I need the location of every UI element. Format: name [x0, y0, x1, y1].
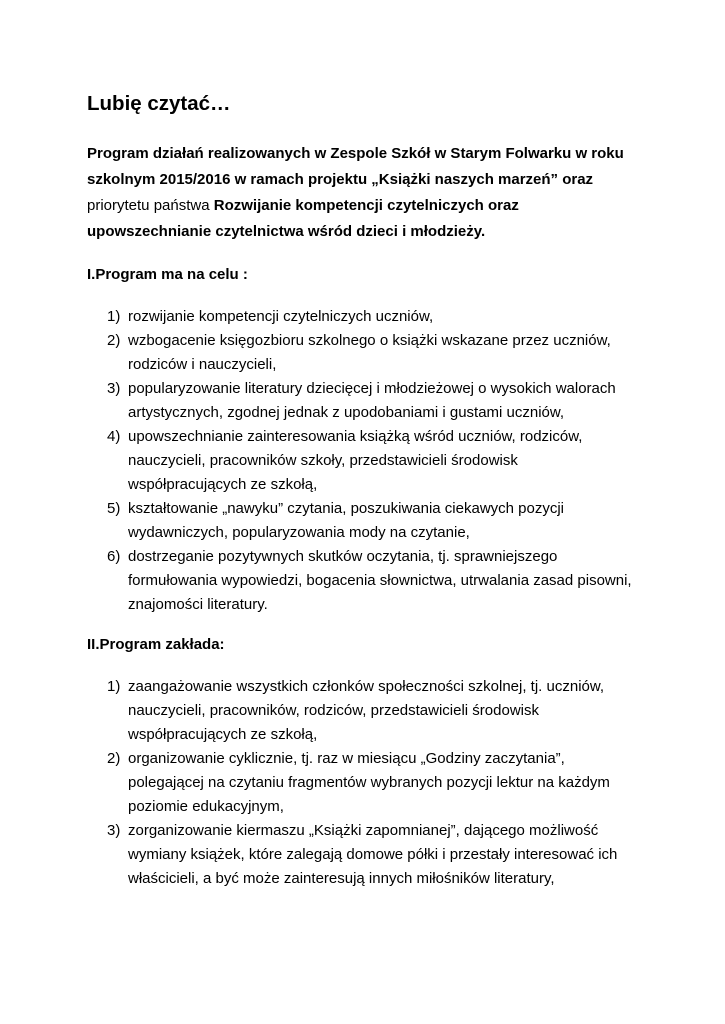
section2-heading: II.Program zakłada:: [87, 636, 225, 653]
list-item-text: dostrzeganie pozytywnych skutków oczytania, tj. sprawniejszego formułowania wypowiedzi, bogacenia słownictwa, utrwalania zasad pisowni, znajomości literatury.: [128, 548, 632, 613]
list-item-text: organizowanie cyklicznie, tj. raz w miesiącu „Godziny zaczytania”, polegającej na czytaniu fragmentów wybranych pozycji lektur na każdym poziomie edukacyjnym,: [128, 750, 610, 815]
list-item-number: 1): [107, 678, 121, 695]
list-item: [87, 747, 637, 819]
list-item: [87, 329, 637, 377]
list-item-number: 3): [107, 380, 121, 397]
list-item-number: 5): [107, 500, 121, 517]
list-item-text: rozwijanie kompetencji czytelniczych uczniów,: [128, 308, 434, 325]
section1-heading: I.Program ma na celu :: [87, 266, 248, 283]
list-item: [87, 425, 637, 497]
list-item-number: 4): [107, 428, 121, 445]
intro-regular-part: priorytetu państwa: [87, 197, 210, 214]
intro-bold-part2: Rozwijanie kompetencji czytelniczych oraz upowszechnianie czytelnictwa wśród dzieci i młodzieży.: [87, 197, 519, 240]
intro-paragraph: [87, 141, 637, 245]
list-item-text: wzbogacenie księgozbioru szkolnego o książki wskazane przez uczniów, rodziców i nauczycieli,: [128, 332, 611, 373]
list-item: [87, 497, 637, 545]
list-item-text: zorganizowanie kiermaszu „Książki zapomnianej”, dającego możliwość wymiany książek, które zalegają domowe półki i przestały interesować ich właścicieli, a być może zainteresują innych miłośników literatury,: [128, 822, 618, 887]
intro-bold-part1: Program działań realizowanych w Zespole Szkół w Starym Folwarku w roku szkolnym 2015/2016 w ramach projektu „Książki naszych marzeń” oraz: [87, 145, 624, 188]
list-item-number: 1): [107, 308, 121, 325]
list-item-text: zaangażowanie wszystkich członków społeczności szkolnej, tj. uczniów, nauczycieli, pracowników, rodziców, przedstawicieli środowisk współpracujących ze szkołą,: [128, 678, 605, 743]
list-item-number: 3): [107, 822, 121, 839]
list-item-text: popularyzowanie literatury dziecięcej i młodzieżowej o wysokich walorach artystycznych, zgodnej jednak z upodobaniami i gustami uczniów,: [128, 380, 616, 421]
list-item: [87, 377, 637, 425]
list-item: [87, 675, 637, 747]
section2-list: [87, 675, 637, 891]
list-item-text: kształtowanie „nawyku” czytania, poszukiwania ciekawych pozycji wydawniczych, popularyzowania mody na czytanie,: [128, 500, 565, 541]
list-item: [87, 305, 637, 329]
list-item-text: upowszechnianie zainteresowania książką wśród uczniów, rodziców, nauczycieli, pracowników szkoły, przedstawicieli środowisk współpracujących ze szkołą,: [128, 428, 583, 493]
list-item-number: 2): [107, 750, 121, 767]
document-title: Lubię czytać…: [87, 92, 231, 115]
list-item: [87, 819, 637, 891]
section1-list: [87, 305, 637, 617]
list-item: [87, 545, 637, 617]
list-item-number: 2): [107, 332, 121, 349]
list-item-number: 6): [107, 548, 121, 565]
